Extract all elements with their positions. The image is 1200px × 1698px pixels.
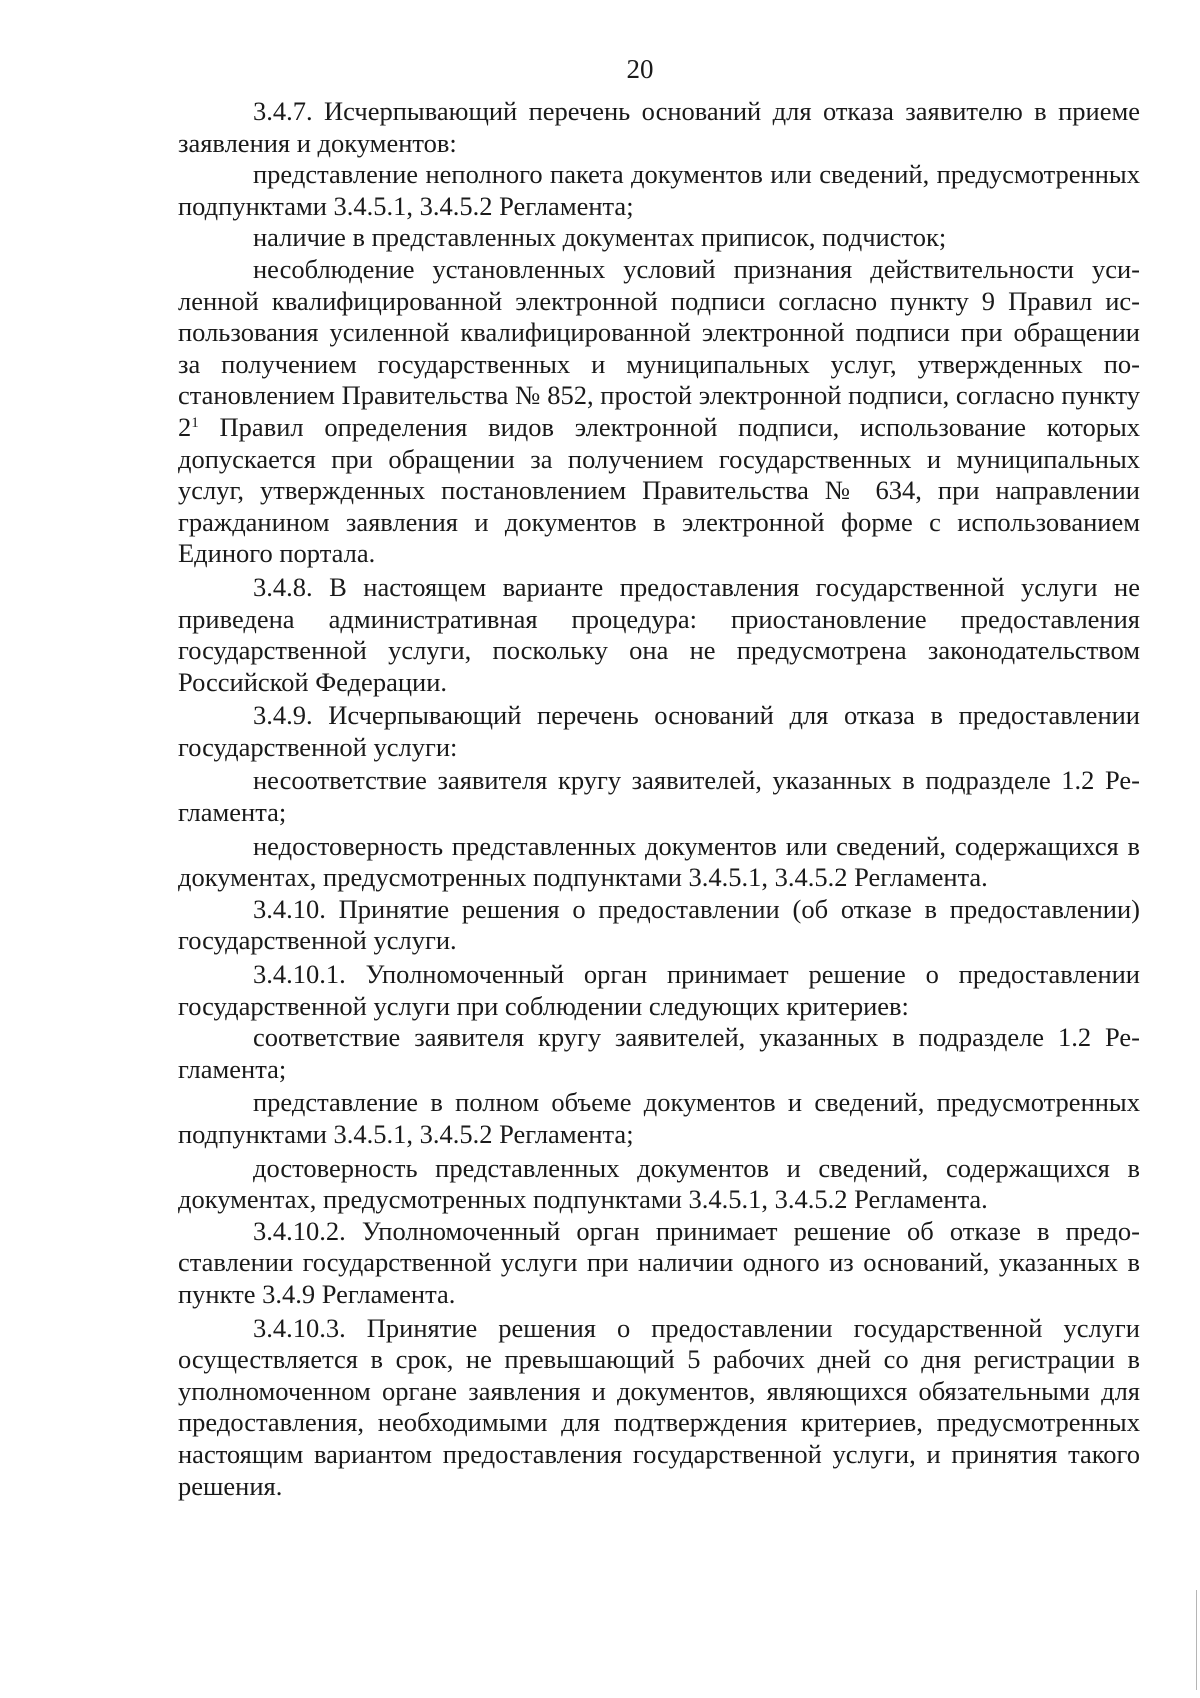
paragraph-3-4-8: 3.4.8. В настоящем варианте предоставления государственной услуги не приведена административная процедура: приостановление предоставления государственной услуги, поскольку она не предусмотрена законодательством Российской Федерации. (178, 571, 1140, 697)
footnote-superscript: 1 (191, 414, 199, 431)
paragraph-incomplete-package: представление неполного пакета документов или сведений, предусмотренных подпунктами 3.4.5.1, 3.4.5.2 Регламента; (178, 159, 1140, 221)
paragraph-reliable-documents: достоверность представленных документов и сведений, содержащихся в документах, предусмотренных подпунктами 3.4.5.1, 3.4.5.2 Регламента. (178, 1152, 1140, 1215)
paragraph-3-4-9: 3.4.9. Исчерпывающий перечень оснований для отказа в предоставлении государственной услуги: (178, 700, 1140, 762)
paragraph-erasures: наличие в представленных документах приписок, подчисток; (253, 222, 947, 253)
paragraph-signature-conditions (178, 254, 1140, 570)
paragraph-3-4-10: 3.4.10. Принятие решения о предоставлении (об отказе в предоставлении) государственной услуги. (178, 893, 1140, 956)
paragraph-3-4-10-1: 3.4.10.1. Уполномоченный орган принимает решение о предоставлении государственной услуги при соблюдении следующих критериев: (178, 959, 1140, 1021)
paragraph-3-4-10-3: 3.4.10.3. Принятие решения о предоставлении государственной услуги осуществляется в срок, не превышающий 5 рабочих дней со дня регистрации в уполномоченном органе заявления и документов, являющихся обязательными для предоставления, необходимыми для подтверждения критериев, предусмотренных настоящим вариантом предоставления государственной услуги, и принятия такого решения. (178, 1312, 1140, 1501)
signature-conditions-text-end: Правил определения видов электронной подписи, использование которых допускается при обращении за получением государственных и муниципальных услуг, утвержденных постановлением Правительства № 634, при направлении гражданином заявления и документов в электронной форме с использованием Единого портала. (178, 411, 1140, 569)
document-body (178, 96, 1140, 1502)
paragraph-unreliable-documents: недостоверность представленных документов или сведений, содержащихся в документах, предусмотренных подпунктами 3.4.5.1, 3.4.5.2 Регламента. (178, 830, 1140, 893)
page-number: 20 (626, 54, 654, 84)
paragraph-3-4-7: 3.4.7. Исчерпывающий перечень оснований для отказа заявителю в приеме заявления и документов: (178, 96, 1140, 158)
signature-conditions-text-start: несоблюдение установленных условий признания действительности усиленной квалифицированной электронной подписи согласно пункту 9 Правил использования усиленной квалифицированной электронной подписи при обращении за получением государственных и муниципальных услуг, утвержденных постановлением Правительства № 852, простой электронной подписи, согласно пункту 2 (178, 253, 1140, 442)
paragraph-applicant-match: соответствие заявителя кругу заявителей, указанных в подразделе 1.2 Регламента; (178, 1022, 1140, 1084)
paragraph-3-4-10-2: 3.4.10.2. Уполномоченный орган принимает решение об отказе в предоставлении государственной услуги при наличии одного из оснований, указанных в пункте 3.4.9 Регламента. (178, 1215, 1140, 1309)
scan-edge-line (1196, 1590, 1197, 1690)
paragraph-applicant-mismatch: несоответствие заявителя кругу заявителей, указанных в подразделе 1.2 Регламента; (178, 765, 1140, 828)
paragraph-full-documents: представление в полном объеме документов и сведений, предусмотренных подпунктами 3.4.5.1, 3.4.5.2 Регламента; (178, 1087, 1140, 1149)
